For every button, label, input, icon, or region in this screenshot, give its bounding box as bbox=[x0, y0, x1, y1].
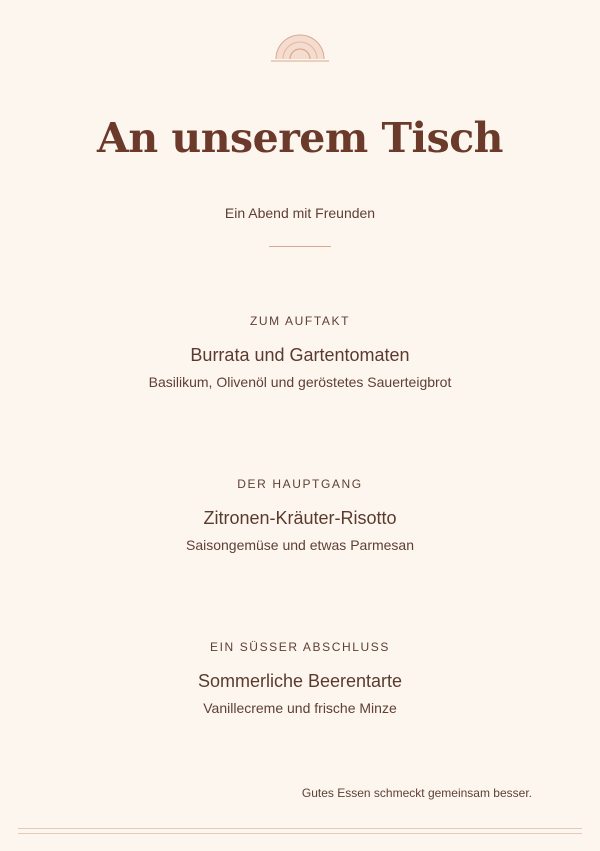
page-subtitle: Ein Abend mit Freunden bbox=[224, 205, 376, 221]
course-dessert bbox=[0, 639, 600, 717]
title-divider bbox=[269, 246, 331, 247]
course-dish: Sommerliche Beerentarte bbox=[197, 671, 403, 691]
footer-rule bbox=[18, 833, 582, 834]
course-dish: Zitronen-Kräuter-Risotto bbox=[203, 508, 397, 528]
course-description: Saisongemüse und etwas Parmesan bbox=[185, 537, 415, 553]
course-description: Vanillecreme und frische Minze bbox=[203, 700, 397, 716]
course-label: DER HAUPTGANG bbox=[237, 477, 363, 491]
course-label: EIN SÜSSER ABSCHLUSS bbox=[209, 640, 391, 654]
footer-note: Gutes Essen schmeckt gemeinsam besser. bbox=[301, 786, 532, 800]
course-description: Basilikum, Olivenöl und geröstetes Sauerteigbrot bbox=[148, 374, 452, 390]
page-title: An unserem Tisch bbox=[97, 114, 503, 162]
course-dish: Burrata und Gartentomaten bbox=[190, 345, 410, 365]
course-label: ZUM AUFTAKT bbox=[249, 314, 351, 328]
footer-rule bbox=[18, 828, 582, 829]
course-starter bbox=[0, 313, 600, 391]
course-main bbox=[0, 476, 600, 554]
half-sun-rainbow-icon bbox=[270, 30, 330, 64]
